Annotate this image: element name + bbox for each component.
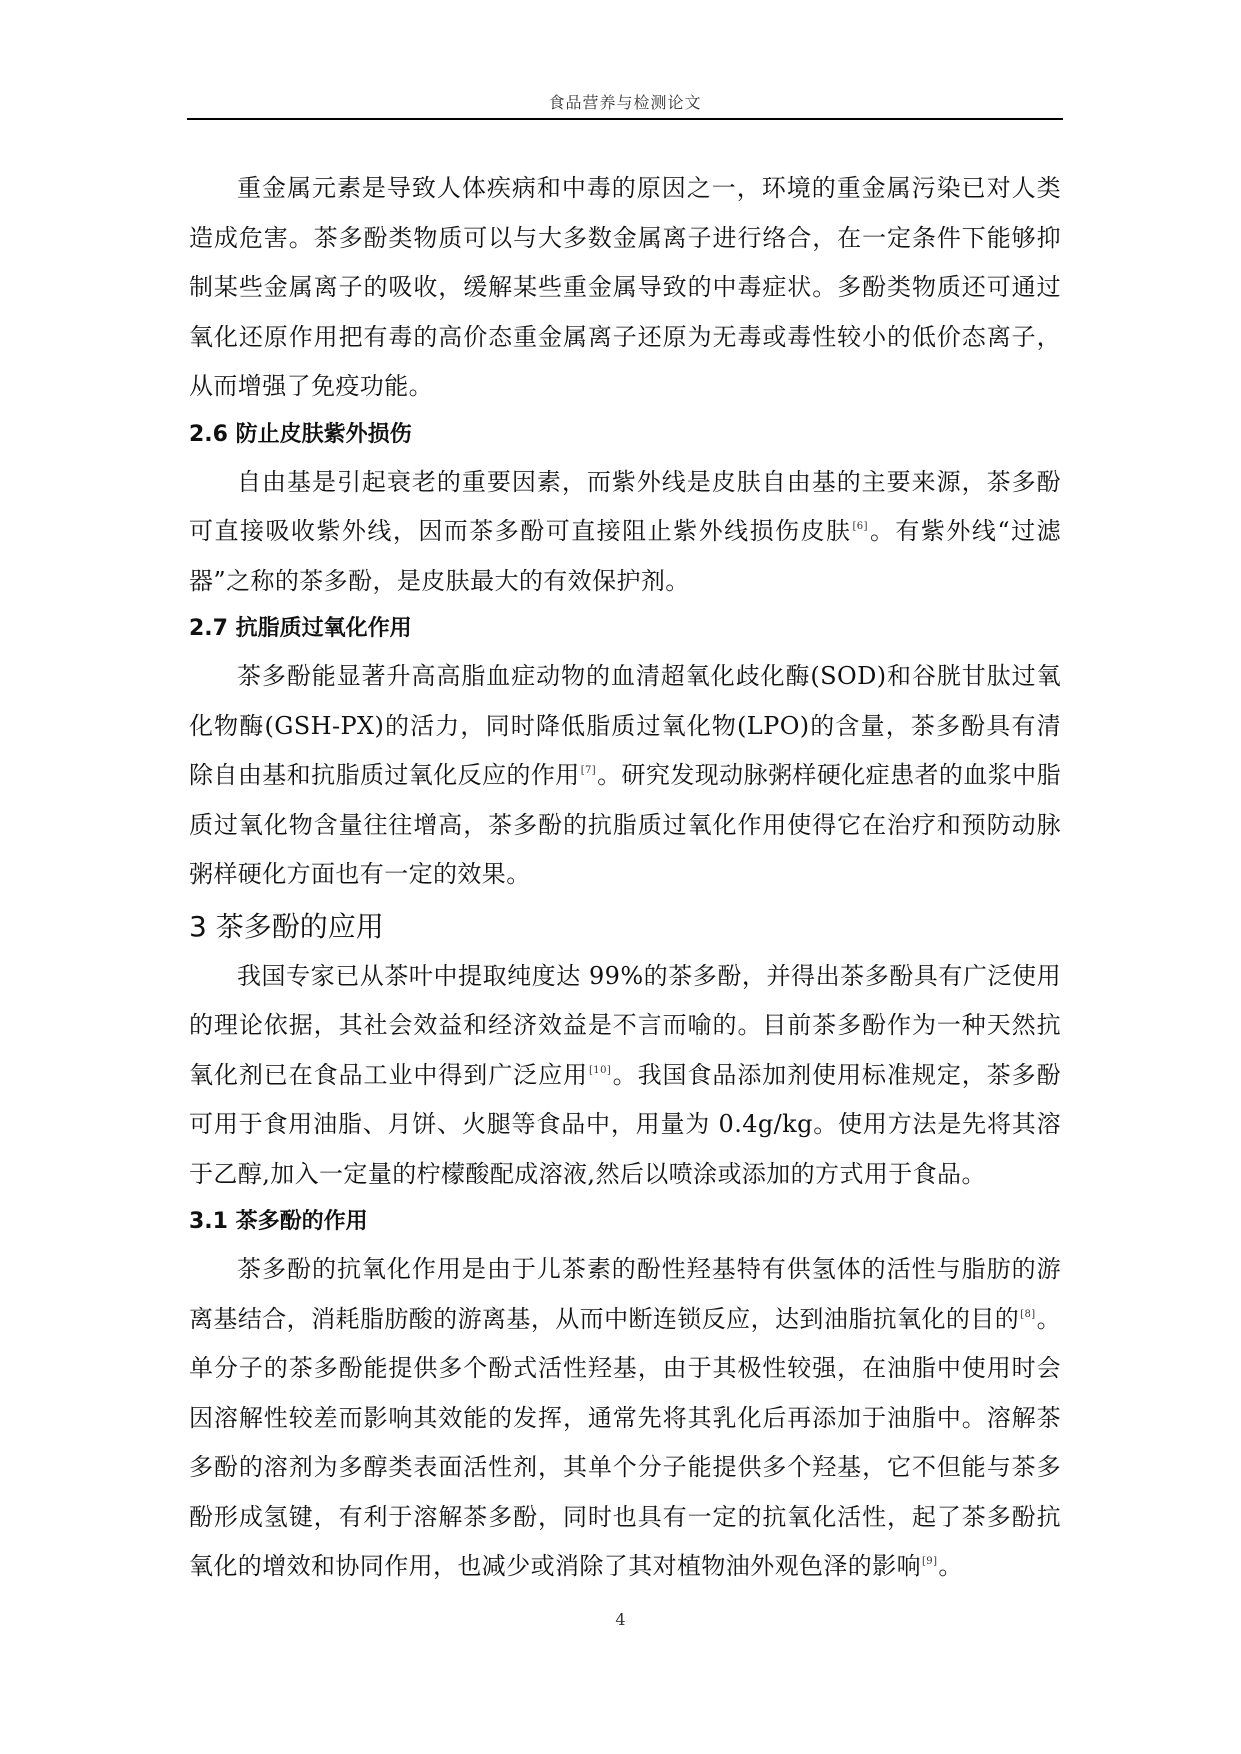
paragraph-text: 。研究发现动脉粥样硬化症患者的血浆中脂质过氧化物含量往往增高，茶多酚的抗脂质过氧化作用使得它在治疗和预防动脉粥样硬化方面也有一定的效果。 [189,761,1061,888]
document-body [189,164,1061,1592]
citation-7: [7] [580,765,597,776]
paragraph-text: 我国专家已从茶叶中提取纯度达 99%的茶多酚，并得出茶多酚具有广泛使用的理论依据，其社会效益和经济效益是不言而喻的。目前茶多酚作为一种天然抗氧化剂已在食品工业中得到广泛应用 [189,961,1061,1089]
paragraph-text: 。有紫外线“过滤器”之称的茶多酚，是皮肤最大的有效保护剂。 [189,517,1061,595]
paragraph-text: 。 [938,1552,963,1580]
paragraph-text: 。单分子的茶多酚能提供多个酚式活性羟基，由于其极性较强，在油脂中使用时会因溶解性较差而影响其效能的发挥，通常先将其乳化后再添加于油脂中。溶解茶多酚的溶剂为多醇类表面活性剂，其单个分子能提供多个羟基，它不但能与茶多酚形成氢键，有利于溶解茶多酚，同时也具有一定的抗氧化活性，起了茶多酚抗氧化的增效和协同作用，也减少或消除了其对植物油外观色泽的影响 [189,1304,1061,1580]
heading-2-6: 2.6 防止皮肤紫外损伤 [189,421,412,447]
citation-10: [10] [589,1064,612,1076]
paragraph-text: 自由基是引起衰老的重要因素，而紫外线是皮肤自由基的主要来源，茶多酚可直接吸收紫外线，因而茶多酚可直接阻止紫外线损伤皮肤 [189,467,1061,545]
heading-3-1: 3.1 茶多酚的作用 [189,1209,368,1234]
paragraph-uv-protection [189,458,1061,607]
citation-8: [8] [1020,1308,1036,1320]
paragraph-application [189,952,1061,1200]
page-number: 4 [615,1610,626,1629]
paragraph-text: 茶多酚能显著升高高脂血症动物的血清超氧化歧化酶(SOD)和谷胱甘肽过氧化物酶(GSH-PX)的活力，同时降低脂质过氧化物(LPO)的含量，茶多酚具有清除自由基和抗脂质过氧化反应的作用 [189,662,1061,789]
header-title: 食品营养与检测论文 [548,93,702,112]
paragraph-text: 。我国食品添加剂使用标准规定，茶多酚可用于食用油脂、月饼、火腿等食品中，用量为 0.4g/kg。使用方法是先将其溶于乙醇,加入一定量的柠檬酸配成溶液,然后以喷涂或添加的方式用于食品。 [189,1060,1062,1188]
paragraph-text: 茶多酚的抗氧化作用是由于儿茶素的酚性羟基特有供氢体的活性与脂肪的游离基结合，消耗脂肪酸的游离基，从而中断连锁反应，达到油脂抗氧化的目的 [189,1255,1061,1333]
citation-6: [6] [852,521,868,532]
paragraph-heavy-metals: 重金属元素是导致人体疾病和中毒的原因之一，环境的重金属污染已对人类造成危害。茶多酚类物质可以与大多数金属离子进行络合，在一定条件下能够抑制某些金属离子的吸收，缓解某些重金属导致的中毒症状。多酚类物质还可通过氧化还原作用把有毒的高价态重金属离子还原为无毒或毒性较小的低价态离子，从而增强了免疫功能。 [189,174,1061,400]
heading-3: 3 茶多酚的应用 [189,909,384,943]
heading-2-7: 2.7 抗脂质过氧化作用 [189,616,412,641]
paragraph-lipid-peroxidation [189,652,1061,900]
paragraph-antioxidant-mechanism [189,1245,1061,1592]
citation-9: [9] [922,1556,938,1567]
page-header [187,86,1063,120]
